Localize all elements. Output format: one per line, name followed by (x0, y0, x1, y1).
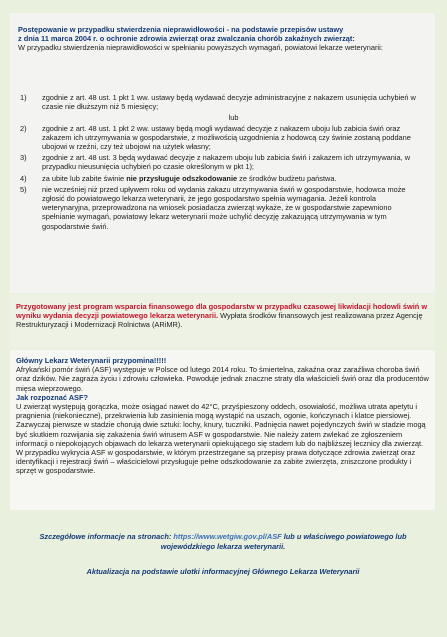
heading-title-line2: z dnia 11 marca 2004 r. o ochronie zdrowia zwierząt oraz zwalczania chorób zakaźnych zwierząt: (18, 34, 355, 44)
asf-paragraph-2: U zwierząt występują gorączka, może osiągać nawet do 42°C, przyśpieszony oddech, osowiałość, możliwa utrata apetytu i pragnienia (niekonieczne), przekrwienia lub zasinienia mogą wystąpić na uszach, ogonie, kończynach i klatce piersiowej. Zazwyczaj pierwsze w stadzie chorują dwie sztuki: lochy, knury, tuczniki. Padnięcia nawet pojedynczych świń w stadzie mogą być skutkiem rozwijania się zakażenia świń wirusem ASF w gospodarstwie. Nie należy zatem zwlekać ze zgłoszeniem informacji o niepokojących objawach do lekarza weterynarii opiekującego się stadem lub do najbliższej lecznicy dla zwierząt. W przypadku wykrycia ASF w gospodarstwie, w którym przestrzegane są przepisy prawa dotyczące zdrowia zwierząt oraz identyfikacji i rejestracji świń – właścicielowi przysługuje pełne odszkodowanie za zabite zwierzęta, zniszczone produkty i sprzęt w gospodarstwie. (16, 402, 426, 476)
list-item-text: lub (228, 113, 239, 123)
list-item-text: zgodnie z art. 48 ust. 1 pkt 2 ww. ustawy będą mogli wydawać decyzje z nakazem uboju lub zabicia świń oraz zakazem ich utrzymywania w gospodarstwie, z możliwością uzgodnienia z hodowcą czy świnie zostaną poddane ubojowi w rzeźni, czy też ubojowi na użytek własny; (42, 123, 411, 152)
list-item-number: 2) (20, 123, 27, 133)
program-highlight: Przygotowany jest program wsparcia finansowego dla gospodarstw w przypadku czasowej likwidacji hodowli świń w wyniku wydania decyzji powiatowego lekarza weterynarii. (16, 302, 428, 321)
list-item-or (20, 113, 425, 122)
program-paragraph (16, 302, 430, 330)
program-rest: Wypłata środków finansowych jest realizowana przez Agencję Restrukturyzacji i Modernizacji Rolnictwa (ARiMR). (16, 311, 423, 330)
measures-list (20, 93, 425, 233)
list-item-number: 3) (20, 153, 27, 163)
asf-content (16, 356, 430, 476)
program-section (10, 295, 435, 347)
list-item (20, 93, 425, 111)
list-item-number: 1) (20, 93, 27, 102)
procedure-section (10, 13, 435, 293)
asf-website-link[interactable]: https://www.wetgiw.gov.pl/ASF (173, 532, 282, 541)
heading-title-line1: Postępowanie w przypadku stwierdzenia nieprawidłowości - na podstawie przepisów ustawy (18, 25, 344, 34)
list-item-text: nie wcześniej niż przed upływem roku od wydania zakazu utrzymywania świń w gospodarstwie, hodowca może zgłosić do powiatowego lekarza weterynarii, że jego gospodarstwo spełnia wymagania. Jeżeli kontrola weterynaryjna, przeprowadzona na wniosek posiadacza zwierząt wykaże, że w gospodarstwie zapewniono spełnianie wymagań, powiatowy lekarz weterynarii może uchylić decyzję zakazującą utrzymywania w tym gospodarstwie świń. (42, 184, 406, 231)
asf-question: Jak rozpoznać ASF? (16, 392, 89, 402)
list-item (20, 174, 425, 183)
list-item (20, 124, 425, 152)
footer-section (10, 512, 435, 630)
footer-info-suffix: lub u właściwego powiatowego lub wojewódzkiego lekarza weterynarii. (160, 532, 407, 551)
list-item-number: 4) (20, 173, 27, 183)
list-item (20, 185, 425, 231)
list-item-text-before: za ubite lub zabite świnie (42, 173, 127, 183)
footer-update-note: Aktualizacja na podstawie ulotki informacyjnej Głównego Lekarza Weterynarii (86, 567, 360, 576)
list-item-text: zgodnie z art. 48 ust. 3 będą wydawać decyzje z nakazem uboju lub zabicia świń i zakazem ich utrzymywania, w przypadku nieusunięcia uchybień po czasie określonym w pkt 1); (42, 153, 411, 172)
list-item-text-after: ze środków budżetu państwa. (237, 173, 337, 183)
list-item-text: zgodnie z art. 48 ust. 1 pkt 1 ww. ustawy będą wydawać decyzje administracyjne z nakazem usunięcia uchybień w czasie nie dłuższym niż 5 miesięcy; (42, 93, 416, 112)
list-item (20, 153, 425, 171)
footer-info (16, 532, 430, 551)
asf-paragraph-1: Afrykański pomór świń (ASF) występuje w Polsce od lutego 2014 roku. To śmiertelna, zakaźna oraz zaraźliwa choroba świń oraz dzików. Nie zagraża życiu i zdrowiu człowieka. Powoduje jednak znaczne straty dla właścicieli świń oraz dla producentów mięsa wieprzowego. (16, 365, 429, 393)
heading-intro: W przypadku stwierdzenia nieprawidłowości w spełnianiu powyższych wymagań, powiatowi lekarze weterynarii: (18, 43, 383, 53)
asf-reminder: Główny Lekarz Weterynarii przypomina!!!!! (16, 356, 167, 365)
list-item-text-bold: nie przysługuje odszkodowanie (126, 173, 238, 183)
footer-info-prefix: Szczegółowe informacje na stronach: (39, 532, 174, 541)
list-item-number: 5) (20, 184, 27, 194)
asf-section (10, 350, 435, 510)
procedure-heading (18, 25, 426, 53)
